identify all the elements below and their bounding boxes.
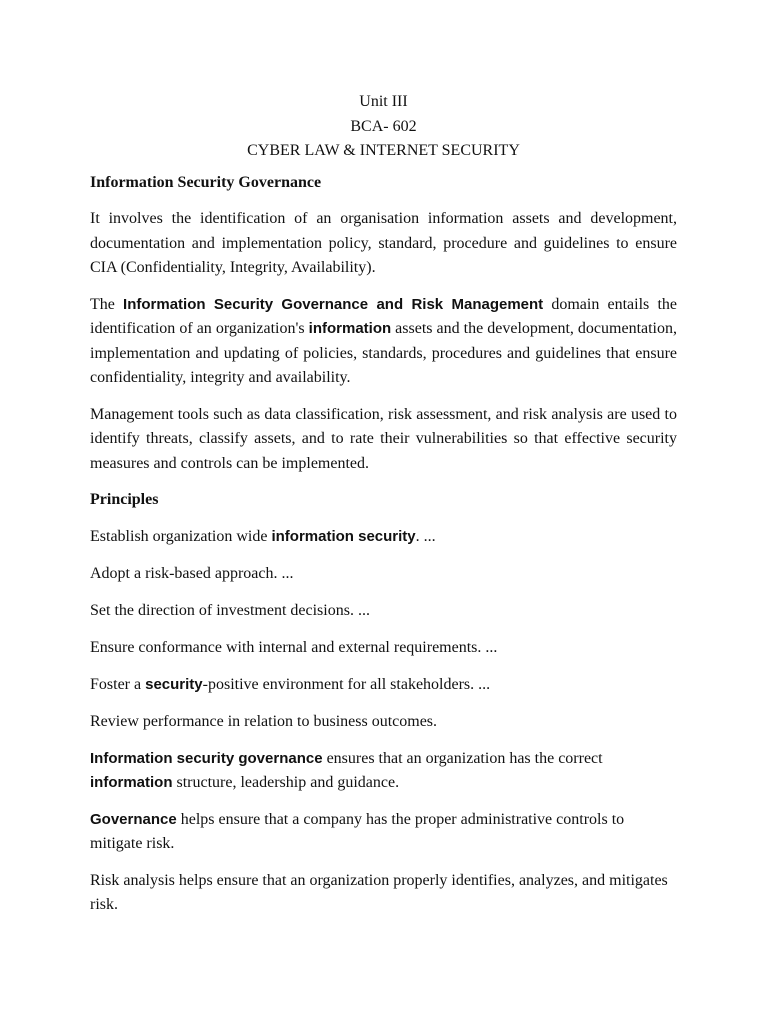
principle-1-bold: information security — [271, 527, 416, 545]
principle-5-text-1: Foster a — [90, 675, 146, 693]
para5-text-1: helps ensure that a company has the proper administrative controls to mitigate risk. — [90, 810, 625, 852]
course-title: CYBER LAW & INTERNET SECURITY — [247, 142, 520, 159]
paragraph-management-tools: Management tools such as data classification, risk assessment, and risk analysis are used to identify threats, classify assets, and to rate their vulnerabilities so that effective security measures and controls can be implemented. — [90, 405, 677, 472]
principle-5-bold: security — [145, 675, 203, 693]
paragraph-governance-controls — [90, 808, 677, 857]
section-title: Information Security Governance — [90, 173, 322, 191]
para4-text-1: ensures that an organization has the correct — [322, 749, 603, 767]
principle-4: Ensure conformance with internal and external requirements. ... — [90, 638, 498, 656]
document-page — [90, 90, 677, 930]
principles-title: Principles — [90, 491, 159, 508]
principle-3: Set the direction of investment decisions. ... — [90, 601, 370, 619]
principle-1 — [90, 525, 677, 550]
principle-5-text-2: -positive environment for all stakeholders. ... — [202, 675, 491, 693]
course-code: BCA- 602 — [350, 117, 417, 135]
principle-1-text-1: Establish organization wide — [90, 527, 272, 545]
paragraph-risk-analysis: Risk analysis helps ensure that an organization properly identifies, analyzes, and mitigates risk. — [90, 871, 668, 913]
para4-text-2: structure, leadership and guidance. — [172, 774, 400, 791]
paragraph-domain — [90, 293, 677, 391]
para4-bold-2: information — [90, 774, 173, 791]
principle-5 — [90, 673, 677, 698]
para4-bold-1: Information security governance — [90, 749, 323, 767]
para2-text-1: The — [90, 295, 124, 313]
principle-6: Review performance in relation to business outcomes. — [90, 712, 438, 730]
principle-1-text-2: . ... — [415, 527, 436, 545]
principle-2: Adopt a risk-based approach. ... — [90, 564, 294, 582]
paragraph-governance-structure — [90, 747, 677, 796]
unit-label: Unit III — [359, 93, 408, 110]
para2-text-3: assets and the development, documentation, implementation and updating of policies, standards, procedures and guidelines that ensure confidentiality, integrity and availability. — [90, 320, 678, 386]
document-header — [90, 90, 677, 164]
paragraph-intro: It involves the identification of an organisation information assets and development, documentation and implementation policy, standard, procedure and guidelines to ensure CIA (Confidentiality, Integrity, Availability). — [90, 210, 677, 276]
para2-text-2: domain entails the identification of an organization's — [90, 295, 677, 337]
para2-bold-2: information — [308, 320, 392, 337]
para5-bold-1: Governance — [90, 810, 177, 828]
para2-bold-1: Information Security Governance and Risk Management — [123, 295, 544, 313]
